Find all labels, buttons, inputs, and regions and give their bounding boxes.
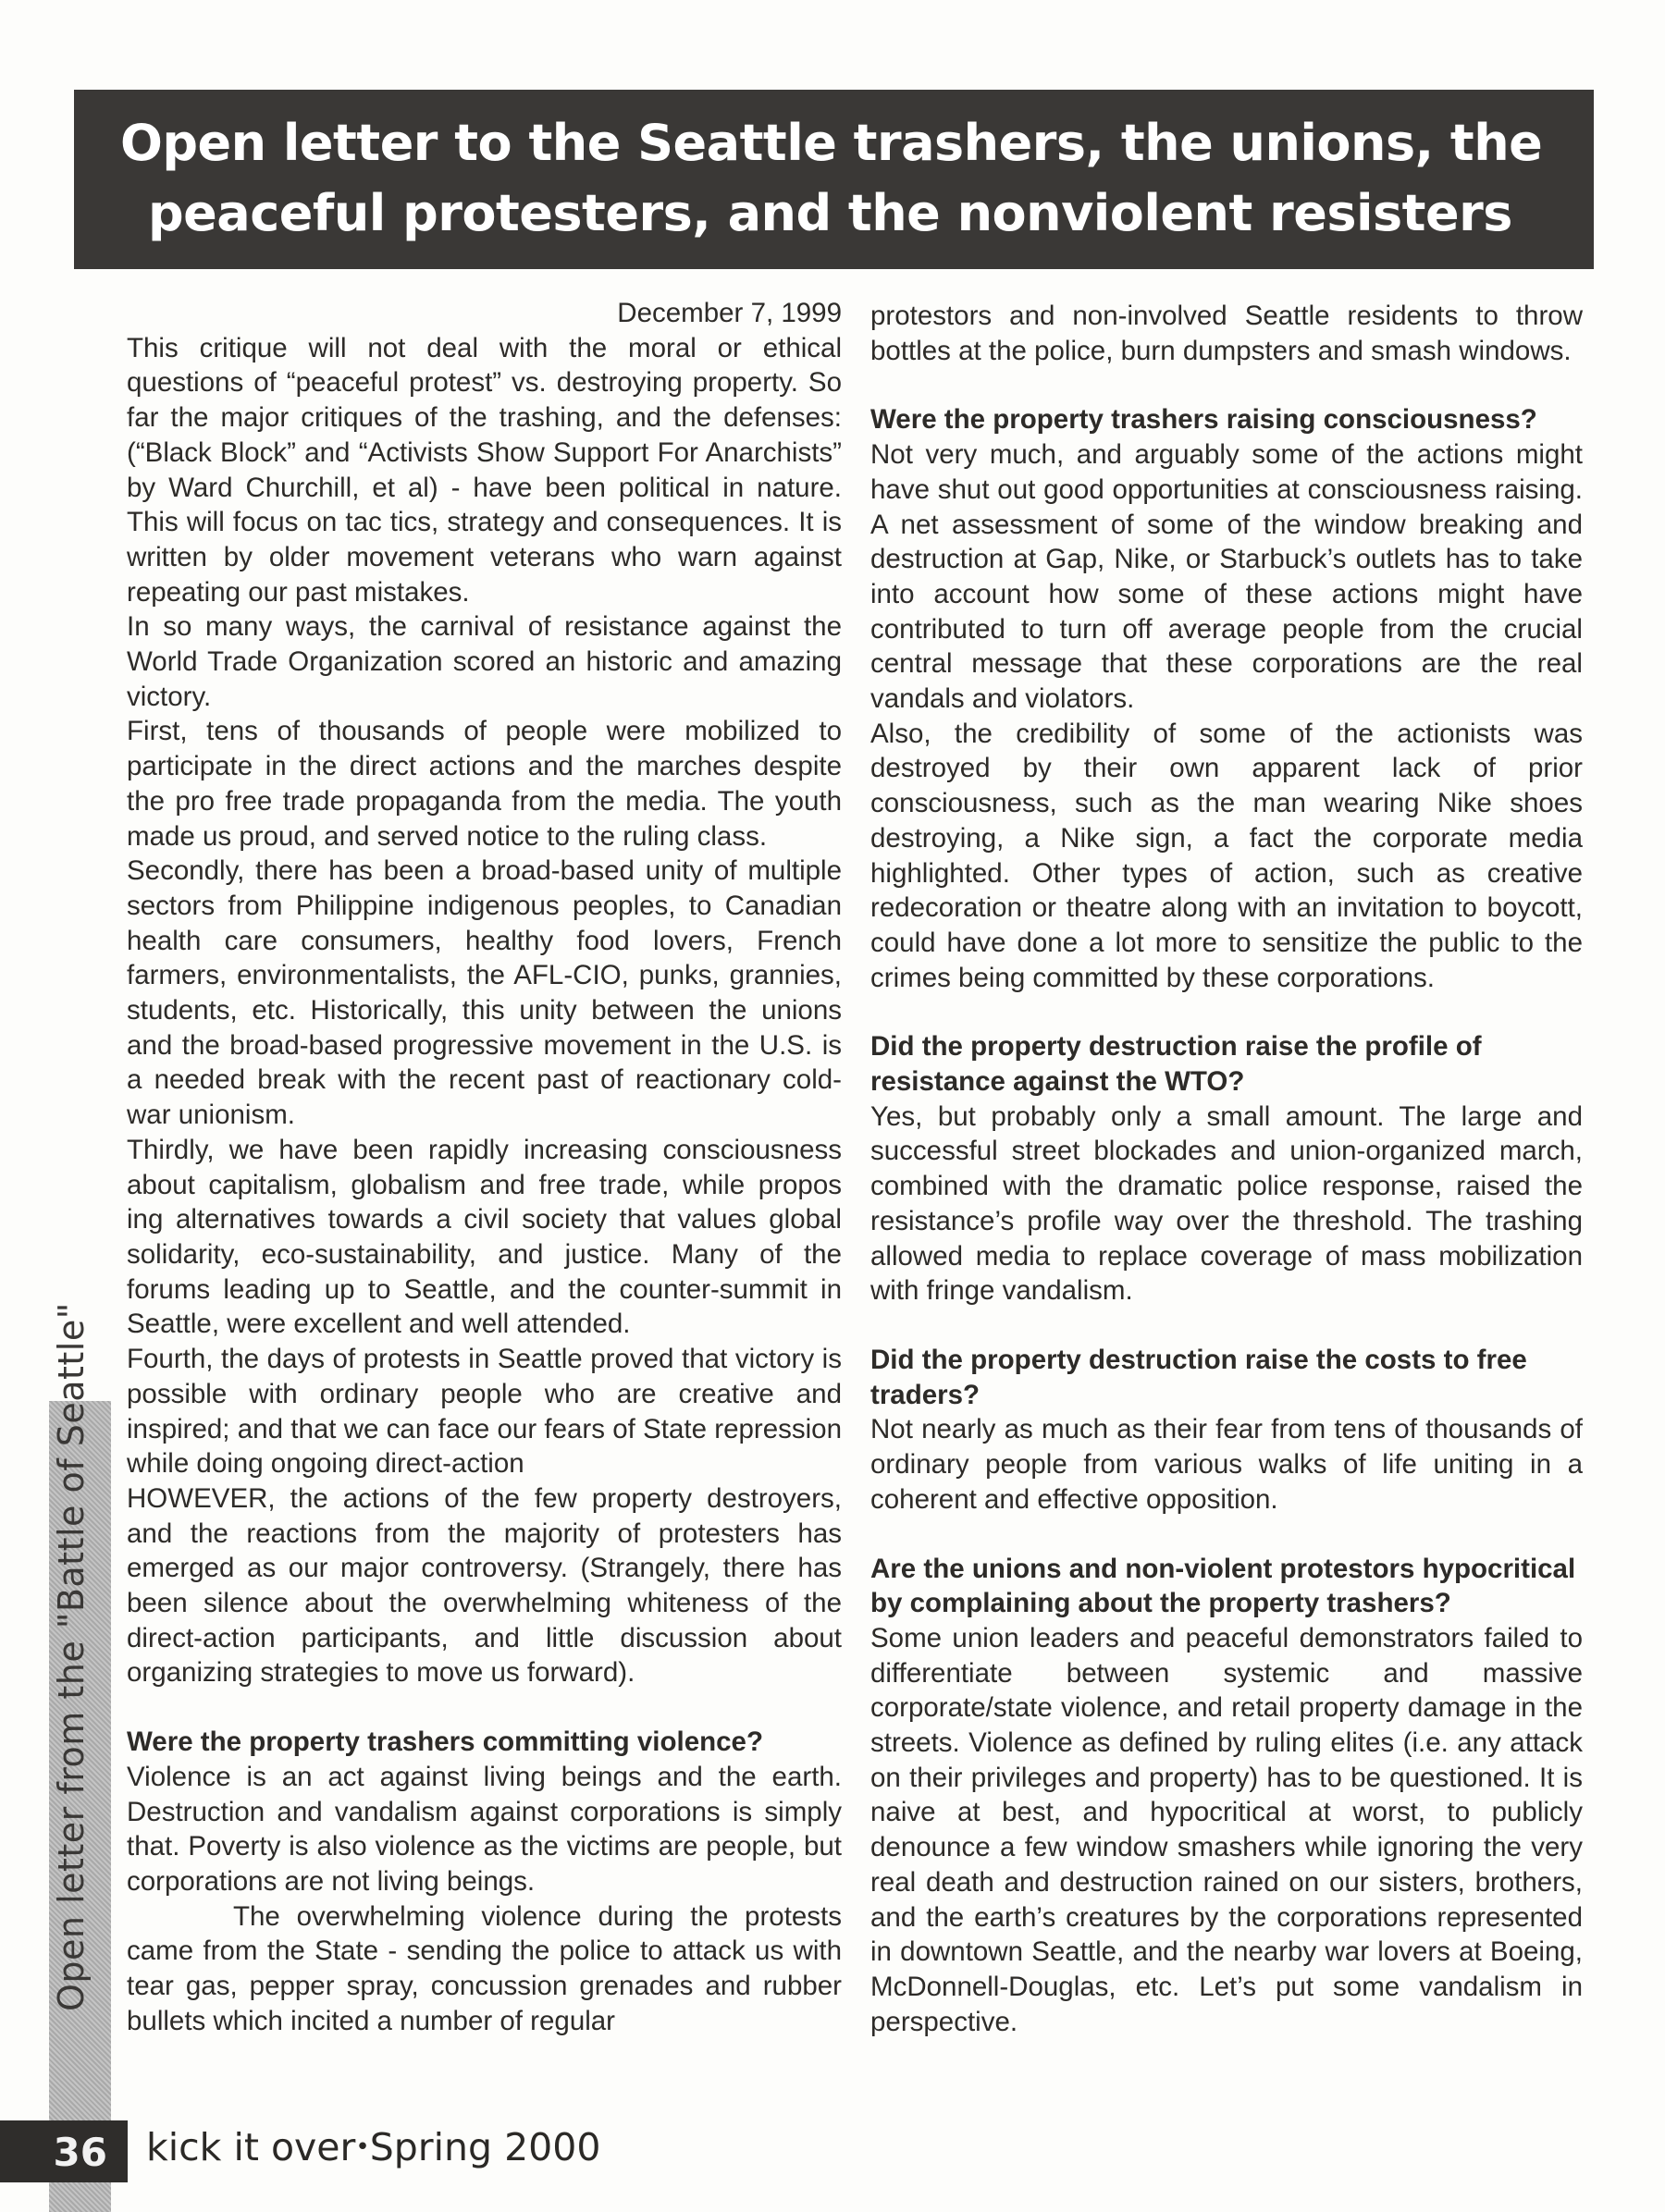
publication-name: kick it over	[146, 2125, 356, 2169]
paragraph: This critique will not deal with the moral or ethical questions of “peaceful protest” vs. destroying property. So far the major critiques of the trashing, and the defenses: (“Black Block” and “Activists Show Support For Anarchists” by Ward Churchill, et al) - have been political in nature. This will focus on tac tics, strategy and consequences. It is written by older movement veterans who warn against repeating our past mistakes.	[127, 332, 842, 608]
section-heading: Were the property trashers committing violence?	[127, 1727, 763, 1758]
section-heading: Were the property trashers raising consciousness?	[870, 404, 1537, 436]
footer-publication	[146, 2125, 600, 2169]
paragraph: Secondly, there has been a broad-based unity of multiple sectors from Philippine indigenous peoples, to Canadian health care consumers, healthy food lovers, French farmers, environmentalists, the AFL-CIO, punks, grannies, students, etc. Historically, this unity between the unions and the broad-based progressive movement in the U.S. is a needed break with the recent past of reactionary cold-war unionism.	[127, 855, 842, 1131]
paragraph: HOWEVER, the actions of the few property destroyers, and the reactions from the majority of protesters has emerged as our major controversy. (Strangely, there has been silence about the overwhelming whiteness of the direct-action participants, and little discussion about organizing strategies to move us forward).	[127, 1482, 842, 1689]
right-column	[870, 299, 1583, 2039]
article-title-line-1: Open letter to the Seattle trashers, the unions, the	[120, 114, 1543, 172]
paragraph: Thirdly, we have been rapidly increasing consciousness about capitalism, globalism and free trade, while propos ing alternatives towards a civil society that values global solidarity, eco-sustainability, and justice. Many of the forums leading up to Seattle, and the counter-summit in Seattle, were excellent and well attended.	[127, 1134, 842, 1340]
bullet-separator: •	[355, 2133, 370, 2161]
paragraph: Also, the credibility of some of the actionists was destroyed by their own apparent lack of prior consciousness, such as the man wearing Nike shoes destroying, a Nike sign, a fact the corporate media highlighted. Other types of action, such as creative redecoration or theatre along with an invitation to boycott, could have done a lot more to sensitize the public to the crimes being committed by these corporations.	[870, 718, 1583, 993]
page-number-block	[0, 2120, 128, 2182]
paragraph: Some union leaders and peaceful demonstrators failed to differentiate between systemic and massive corporate/state violence, and retail property damage in the streets. Violence as defined by ruling elites (i.e. any attack on their privileges and property) has to be questioned. It is naive at best, and hypocritical at worst, to publicly denounce a few window smashers while ignoring the very real death and destruction rained on our sisters, brothers, and the earth’s creatures by the corporations represented in downtown Seattle, and the nearby war lovers at Boeing, McDonnell-Douglas, etc. Let’s put some vandalism in perspective.	[870, 1622, 1583, 2037]
section-heading: Did the property destruction raise the profile of resistance against the WTO?	[870, 1031, 1482, 1098]
paragraph: Not nearly as much as their fear from tens of thousands of ordinary people from various walks of life uniting in a coherent and effective opposition.	[870, 1414, 1583, 1515]
section-heading: Are the unions and non-violent protestors hypocritical by complaining about the property trashers?	[870, 1553, 1576, 1619]
paragraph: The overwhelming violence during the protests came from the State - sending the police to attack us with tear gas, pepper spray, concussion grenades and rubber bullets which incited a number of regular	[127, 1900, 842, 2036]
paragraph: Fourth, the days of protests in Seattle proved that victory is possible with ordinary people who are creative and inspired; and that we can face our fears of State repression while doing ongoing direct-action	[127, 1344, 842, 1480]
paragraph: First, tens of thousands of people were mobilized to participate in the direct actions and the marches despite the pro free trade propaganda from the media. The youth made us proud, and served notice to the ruling class.	[127, 716, 842, 852]
paragraph: Not very much, and arguably some of the actions might have shut out good opportunities at consciousness raising. A net assessment of some of the window breaking and destruction at Gap, Nike, or Starbuck’s outlets has to take into account how some of these actions might have contributed to turn off average people from the crucial central message that these corporations are the real vandals and violators.	[870, 439, 1583, 715]
paragraph: Violence is an act against living beings and the earth. Destruction and vandalism against corporations is simply that. Poverty is also violence as the victims are people, but corporations are not living beings.	[127, 1761, 842, 1897]
article-title-banner	[74, 90, 1594, 269]
left-column	[127, 296, 842, 2038]
side-running-title: Open letter from the "Battle of Seattle"	[51, 1302, 92, 2011]
paragraph: Yes, but probably only a small amount. The large and successful street blockades and union-organized march, combined with the dramatic police response, raised the resistance’s profile way over the threshold. The trashing allowed media to replace coverage of mass mobilization with fringe vandalism.	[870, 1100, 1583, 1307]
article-title-line-2: peaceful protesters, and the nonviolent resisters	[148, 184, 1512, 242]
page-number: 36	[53, 2130, 107, 2175]
paragraph: In so many ways, the carnival of resistance against the World Trade Organization scored an historic and amazing victory.	[127, 611, 842, 712]
paragraph-continuation: protestors and non-involved Seattle residents to throw bottles at the police, burn dumpsters and smash windows.	[870, 301, 1583, 366]
article-date: December 7, 1999	[617, 298, 842, 328]
section-heading: Did the property destruction raise the costs to free traders?	[870, 1344, 1527, 1410]
issue-label: Spring 2000	[369, 2125, 601, 2169]
